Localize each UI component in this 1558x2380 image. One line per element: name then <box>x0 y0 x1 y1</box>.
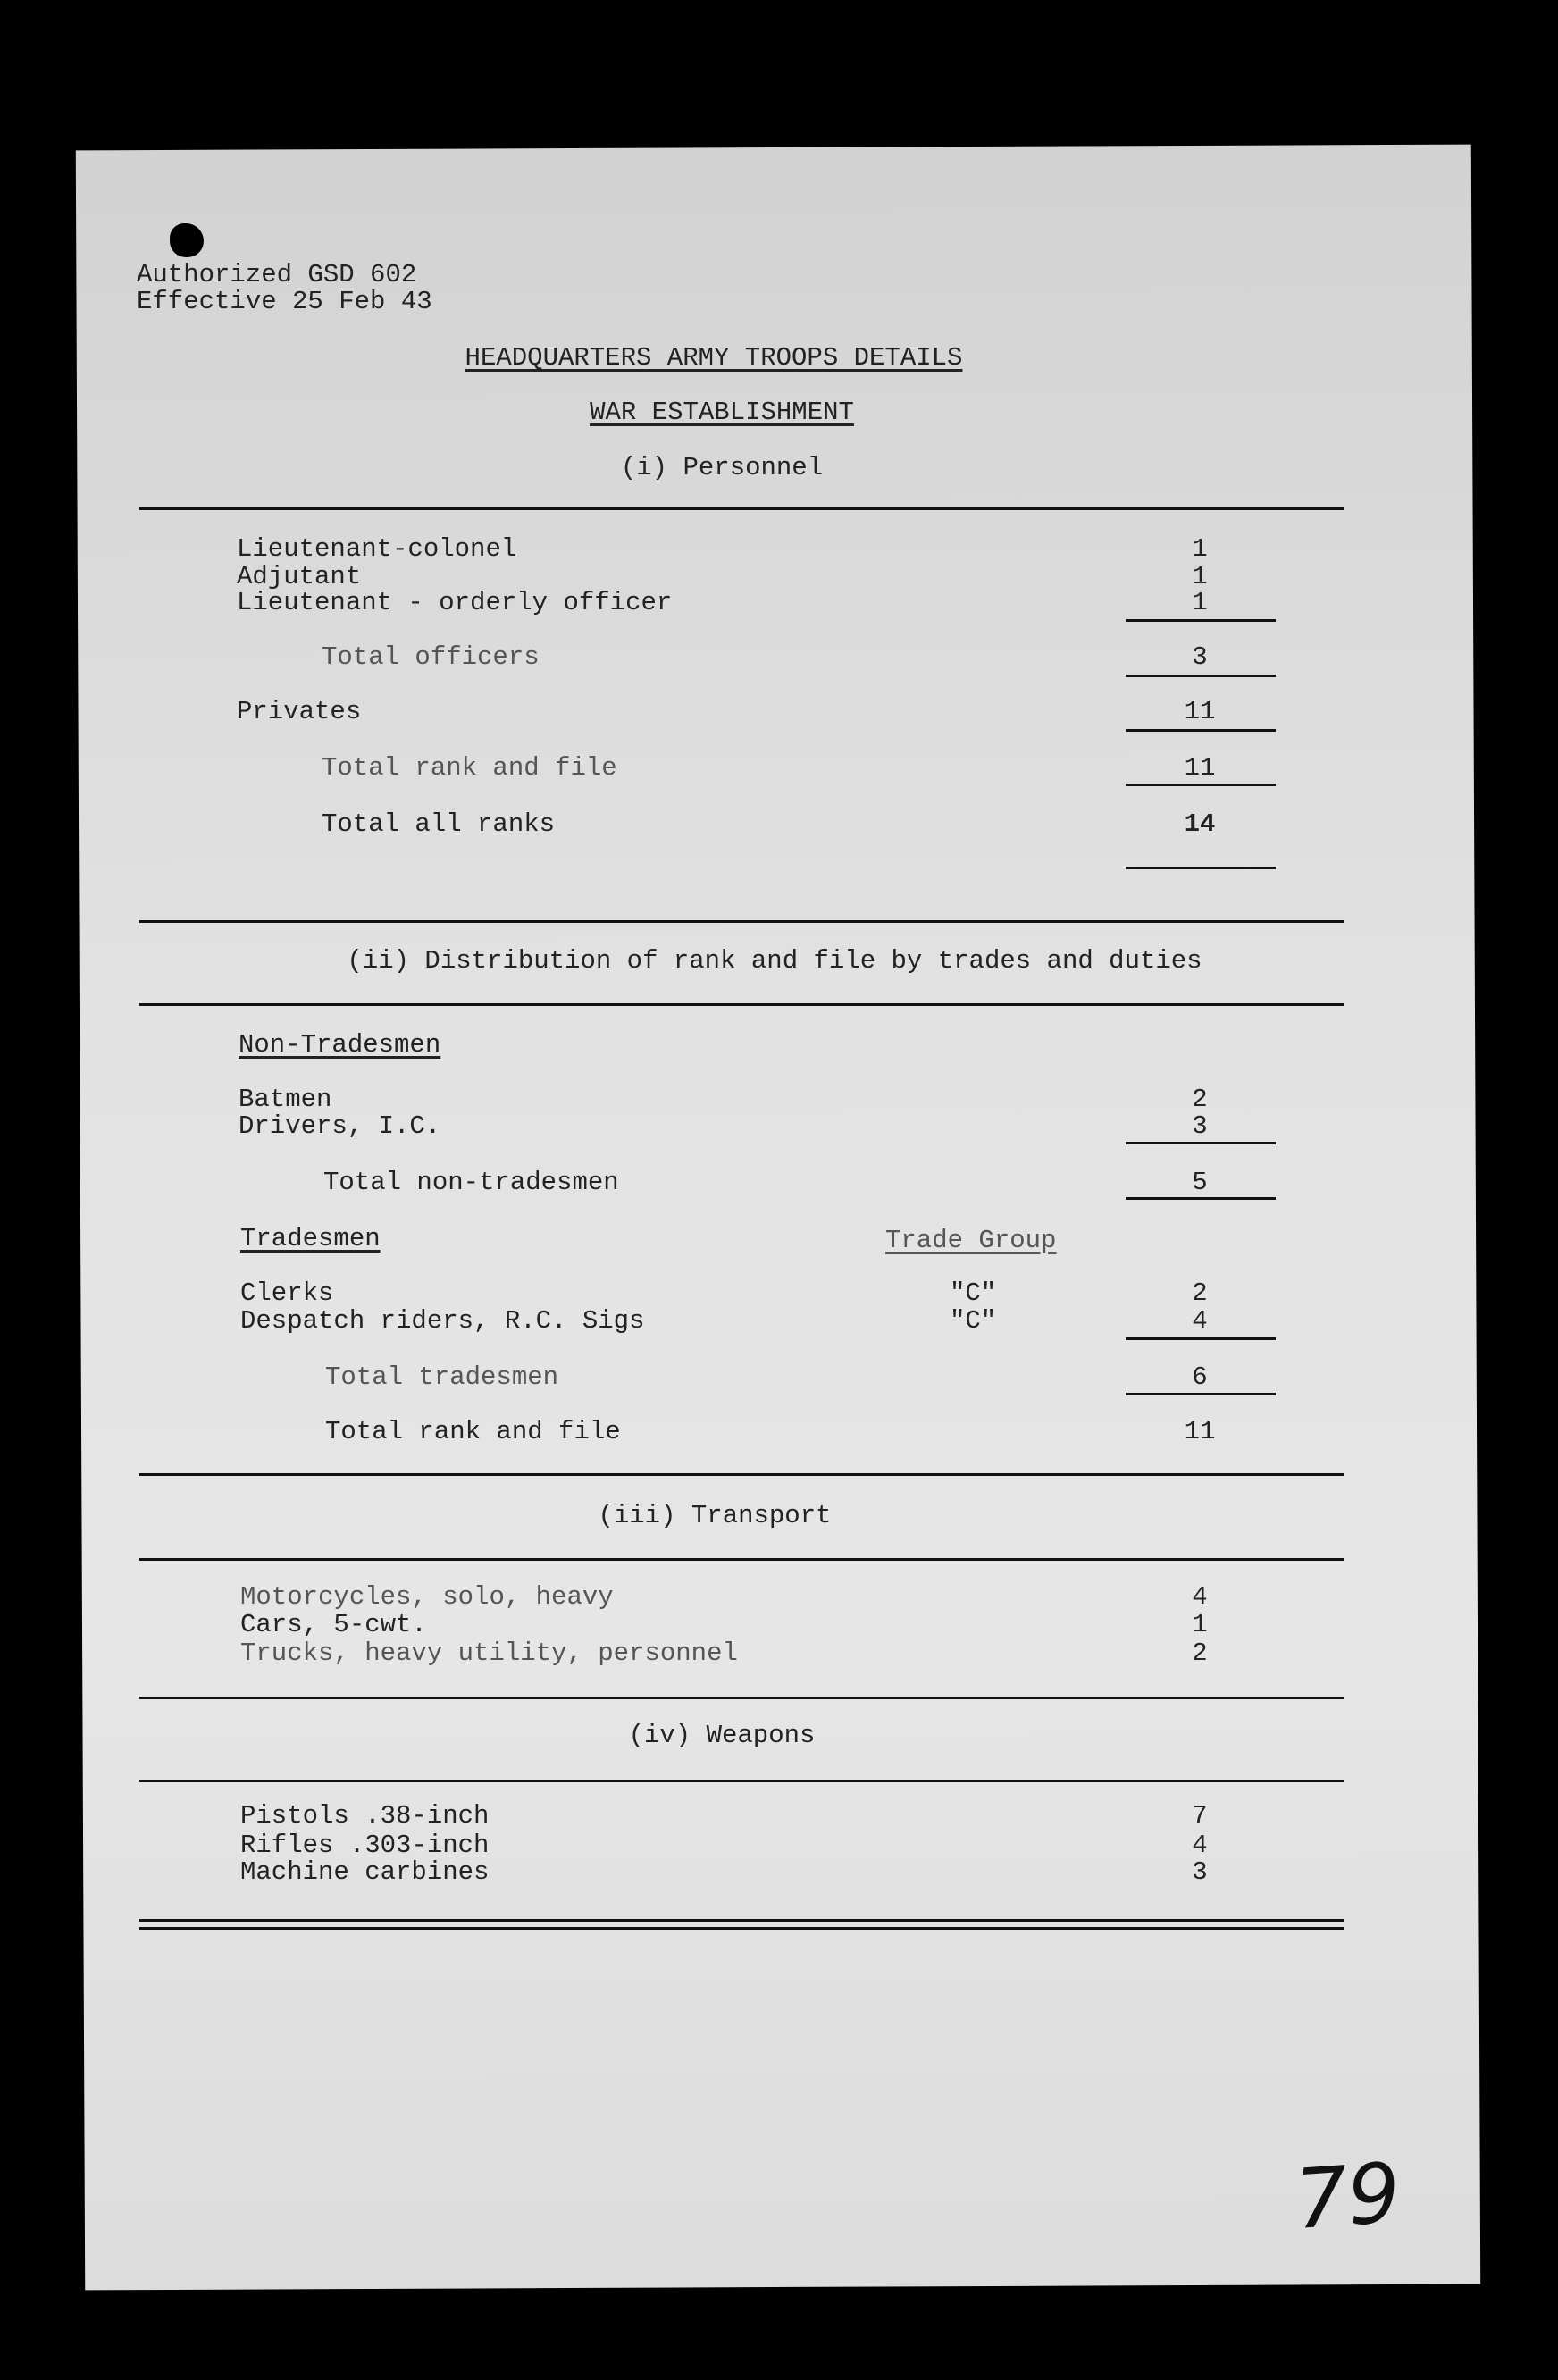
divider <box>139 1473 1344 1476</box>
handwritten-page-number: 79 <box>1292 2145 1403 2248</box>
row-label: Trucks, heavy utility, personnel <box>240 1638 738 1668</box>
subtotal-line <box>1126 1142 1276 1144</box>
effective-line: Effective 25 Feb 43 <box>137 287 432 316</box>
total-non-tradesmen-value: 5 <box>1192 1168 1208 1197</box>
row-value: 1 <box>1192 588 1208 617</box>
row-label: Lieutenant-colonel <box>237 534 517 564</box>
row-value: 2 <box>1192 1085 1208 1114</box>
row-value: 2 <box>1192 1278 1208 1308</box>
row-value: 2 <box>1192 1638 1208 1668</box>
row-label: Pistols .38-inch <box>240 1801 490 1831</box>
row-value: 7 <box>1192 1801 1208 1831</box>
subtotal-line <box>1126 1393 1276 1395</box>
row-label: Adjutant <box>237 562 362 591</box>
divider <box>139 507 1344 510</box>
total-all-ranks-value: 14 <box>1184 809 1216 839</box>
distribution-heading: (ii) Distribution of rank and file by trades and duties <box>347 946 1202 976</box>
total-rank-file-value: 11 <box>1184 1417 1216 1446</box>
subtotal-line <box>1126 1197 1276 1200</box>
total-rank-file-label: Total rank and file <box>325 1417 621 1446</box>
transport-heading: (iii) Transport <box>598 1501 832 1530</box>
tradesmen-heading: Tradesmen <box>240 1224 381 1253</box>
row-label: Despatch riders, R.C. Sigs <box>240 1306 645 1336</box>
total-tradesmen-label: Total tradesmen <box>325 1362 559 1392</box>
row-value: 4 <box>1192 1582 1208 1612</box>
row-value: 4 <box>1192 1831 1208 1860</box>
row-value: 1 <box>1192 562 1208 591</box>
total-officers-value: 3 <box>1192 642 1208 672</box>
total-rank-file-value: 11 <box>1184 753 1216 783</box>
divider <box>139 1558 1344 1561</box>
divider <box>139 1697 1344 1699</box>
subtotal-line <box>1126 1337 1276 1340</box>
privates-label: Privates <box>237 697 362 726</box>
total-officers-label: Total officers <box>322 642 540 672</box>
divider <box>139 1003 1344 1006</box>
total-all-ranks-label: Total all ranks <box>322 809 556 839</box>
divider <box>139 1780 1344 1782</box>
privates-value: 11 <box>1184 697 1216 726</box>
row-label: Drivers, I.C. <box>239 1111 441 1141</box>
trade-group-heading: Trade Group <box>885 1226 1057 1255</box>
row-label: Lieutenant - orderly officer <box>237 588 673 617</box>
row-value: 3 <box>1192 1857 1208 1887</box>
ink-blot <box>170 223 204 257</box>
row-value: 1 <box>1192 1610 1208 1639</box>
row-label: Batmen <box>239 1085 332 1114</box>
row-group: "C" <box>950 1306 997 1336</box>
double-rule-bottom <box>139 1927 1344 1930</box>
weapons-heading: (iv) Weapons <box>628 1721 816 1750</box>
subtotal-line <box>1126 784 1276 786</box>
row-value: 1 <box>1192 534 1208 564</box>
document-subtitle: WAR ESTABLISHMENT <box>590 398 854 427</box>
subtotal-line <box>1126 619 1276 622</box>
total-tradesmen-value: 6 <box>1192 1362 1208 1392</box>
non-tradesmen-heading: Non-Tradesmen <box>239 1030 441 1060</box>
subtotal-line <box>1126 729 1276 732</box>
subtotal-line <box>1126 675 1276 677</box>
personnel-heading: (i) Personnel <box>620 453 824 482</box>
divider <box>139 920 1344 923</box>
total-rank-file-label: Total rank and file <box>322 753 617 783</box>
total-non-tradesmen-label: Total non-tradesmen <box>323 1168 619 1197</box>
double-rule-top <box>139 1919 1344 1922</box>
row-label: Clerks <box>240 1278 334 1308</box>
row-label: Rifles .303-inch <box>240 1831 490 1860</box>
row-value: 3 <box>1192 1111 1208 1141</box>
document-title: HEADQUARTERS ARMY TROOPS DETAILS <box>465 343 963 373</box>
authorized-line: Authorized GSD 602 <box>137 260 417 289</box>
row-group: "C" <box>950 1278 997 1308</box>
row-label: Machine carbines <box>240 1857 490 1887</box>
total-line <box>1126 867 1276 869</box>
row-value: 4 <box>1192 1306 1208 1336</box>
row-label: Cars, 5-cwt. <box>240 1610 427 1639</box>
row-label: Motorcycles, solo, heavy <box>240 1582 614 1612</box>
